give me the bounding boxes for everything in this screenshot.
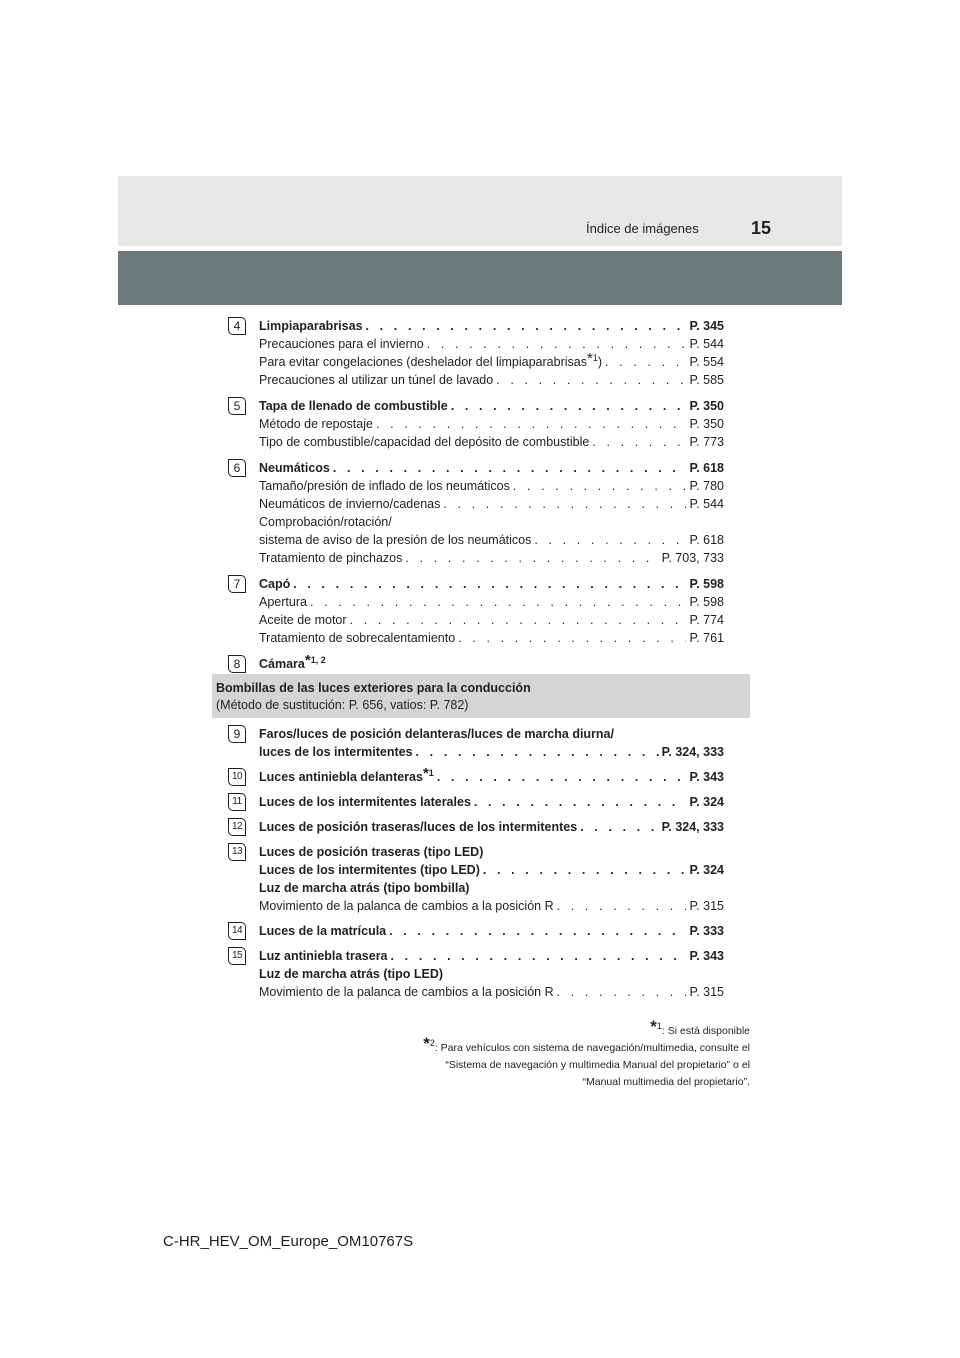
index-entry	[259, 495, 724, 513]
entry-label: Neumáticos de invierno/cadenas	[259, 497, 441, 511]
callout-number-badge: 4	[228, 317, 246, 335]
page-reference[interactable]: P. 324, 333	[661, 820, 724, 834]
entry-label: Tratamiento de sobrecalentamiento	[259, 631, 456, 645]
index-entry	[259, 459, 724, 477]
page-reference[interactable]: P. 774	[689, 613, 724, 627]
entry-label: Precauciones para el invierno	[259, 337, 424, 351]
entry-label: luces de los intermitentes	[259, 745, 413, 759]
page-reference[interactable]: P. 544	[689, 497, 724, 511]
index-entry	[259, 611, 724, 629]
index-entry	[259, 335, 724, 353]
dot-leader	[443, 495, 686, 513]
dot-leader	[483, 861, 687, 879]
entry-label: Neumáticos	[259, 461, 330, 475]
page-title: Índice de imágenes	[586, 221, 699, 236]
entry-label: Cámara$^{*1, 2}$	[259, 652, 326, 671]
page-reference[interactable]: P. 598	[689, 577, 724, 591]
page-reference[interactable]: P. 544	[689, 337, 724, 351]
callout-number-badge: 6	[228, 459, 246, 477]
dot-leader	[534, 531, 686, 549]
page-reference[interactable]: P. 315	[689, 899, 724, 913]
index-entry	[259, 317, 724, 335]
page-reference[interactable]: P. 315	[689, 985, 724, 999]
entry-label: Movimiento de la palanca de cambios a la posición R	[259, 985, 554, 999]
dot-leader	[557, 897, 687, 915]
page-reference[interactable]: P. 345	[689, 319, 724, 333]
index-entry	[259, 843, 724, 861]
index-entry	[259, 743, 724, 761]
entry-label: Luces antiniebla delanteras$^{*1}$	[259, 765, 434, 784]
callout-number-badge: 5	[228, 397, 246, 415]
footnotes	[250, 1017, 750, 1091]
page-reference[interactable]: P. 343	[689, 770, 724, 784]
page-reference[interactable]: P. 585	[689, 373, 724, 387]
index-entry	[259, 897, 724, 915]
index-group-15	[228, 947, 724, 1001]
dot-leader	[605, 353, 686, 371]
page-reference[interactable]: P. 773	[689, 435, 724, 449]
entry-label: Luz antiniebla trasera	[259, 949, 388, 963]
callout-number-badge: 14	[228, 922, 246, 940]
index-entry	[259, 575, 724, 593]
index-list-2	[228, 725, 724, 1008]
dot-leader	[557, 983, 687, 1001]
entry-label: Capó	[259, 577, 291, 591]
page-reference[interactable]: P. 780	[689, 479, 724, 493]
header-dark-band	[118, 251, 842, 305]
index-group-13	[228, 843, 724, 915]
callout-number-badge: 13	[228, 843, 246, 861]
index-entry	[259, 983, 724, 1001]
section-subtitle: (Método de sustitución: P. 656, vatios: P. 782)	[216, 698, 469, 712]
footnote-2: *2: Para vehículos con sistema de navegación/multimedia, consulte el	[423, 1034, 750, 1054]
index-entry	[259, 549, 724, 567]
page-reference[interactable]: P. 350	[689, 399, 724, 413]
dot-leader	[427, 335, 687, 353]
callout-number-badge: 9	[228, 725, 246, 743]
index-entry	[259, 593, 724, 611]
index-entry	[259, 793, 724, 811]
dot-leader	[350, 611, 687, 629]
entry-label: Luces de los intermitentes laterales	[259, 795, 471, 809]
entry-label: Limpiaparabrisas	[259, 319, 363, 333]
index-group-4	[228, 317, 724, 389]
entry-label: Luces de posición traseras (tipo LED)	[259, 845, 484, 859]
page-reference[interactable]: P. 350	[689, 417, 724, 431]
entry-label: Luces de la matrícula	[259, 924, 387, 938]
dot-leader	[391, 947, 687, 965]
callout-number-badge: 8	[228, 655, 246, 673]
index-entry	[259, 433, 724, 451]
callout-number-badge: 15	[228, 947, 246, 965]
index-entry	[259, 861, 724, 879]
dot-leader	[293, 575, 686, 593]
index-group-7	[228, 575, 724, 647]
index-group-11	[228, 793, 724, 811]
index-entry	[259, 629, 724, 647]
page-reference[interactable]: P. 618	[689, 533, 724, 547]
dot-leader	[405, 549, 658, 567]
dot-leader	[389, 922, 686, 940]
document-code: C-HR_HEV_OM_Europe_OM10767S	[163, 1233, 414, 1250]
header-bar	[118, 176, 842, 246]
index-entry	[259, 818, 724, 836]
footnote-marker-number: 1, 2	[310, 655, 326, 665]
index-group-12	[228, 818, 724, 836]
index-entry	[259, 371, 724, 389]
index-list-1	[228, 317, 724, 681]
callout-number-badge: 12	[228, 818, 246, 836]
dot-leader	[458, 629, 686, 647]
dot-leader	[580, 818, 658, 836]
page-reference[interactable]: P. 333	[689, 924, 724, 938]
entry-label: Aceite de motor	[259, 613, 347, 627]
index-entry	[259, 652, 724, 673]
footnote-marker: *	[304, 652, 311, 669]
index-entry	[259, 879, 724, 897]
entry-label: Método de repostaje	[259, 417, 373, 431]
entry-label: Luces de posición traseras/luces de los intermitentes	[259, 820, 578, 834]
dot-leader	[310, 593, 687, 611]
index-group-9	[228, 725, 724, 761]
entry-label: Tratamiento de pinchazos	[259, 551, 403, 565]
index-entry	[259, 477, 724, 495]
index-entry	[259, 531, 724, 549]
index-group-5	[228, 397, 724, 451]
index-entry	[259, 350, 724, 371]
page-reference[interactable]: P. 703, 733	[661, 551, 724, 565]
index-group-8	[228, 652, 724, 673]
footnote-marker: *	[422, 765, 429, 782]
index-entry	[259, 725, 724, 743]
entry-label: Para evitar congelaciones (deshelador del limpiaparabrisas$^{*1}$)	[259, 350, 602, 369]
callout-number-badge: 11	[228, 793, 246, 811]
entry-label: Tapa de llenado de combustible	[259, 399, 448, 413]
index-entry	[259, 765, 724, 786]
entry-label: Tamaño/presión de inflado de los neumáticos	[259, 479, 510, 493]
page-number: 15	[751, 218, 772, 238]
dot-leader	[496, 371, 686, 389]
index-entry	[259, 415, 724, 433]
entry-label: Tipo de combustible/capacidad del depósito de combustible	[259, 435, 590, 449]
footnote-2-line2: “Sistema de navegación y multimedia Manual del propietario” o el	[445, 1059, 750, 1071]
index-entry	[259, 922, 724, 940]
entry-label: Luces de los intermitentes (tipo LED)	[259, 863, 480, 877]
entry-label: Faros/luces de posición delanteras/luces de marcha diurna/	[259, 727, 614, 741]
page-reference[interactable]: P. 324	[689, 795, 724, 809]
page-reference[interactable]: P. 324	[689, 863, 724, 877]
footnote-marker-number: 1	[428, 768, 434, 778]
page-reference[interactable]: P. 324, 333	[661, 745, 724, 759]
footnote-marker-number: 1	[592, 353, 598, 363]
dot-leader	[416, 743, 659, 761]
entry-label: Movimiento de la palanca de cambios a la posición R	[259, 899, 554, 913]
index-group-14	[228, 922, 724, 940]
dot-leader	[451, 397, 687, 415]
index-entry	[259, 965, 724, 983]
dot-leader	[592, 433, 686, 451]
page-reference[interactable]: P. 761	[689, 631, 724, 645]
page-reference[interactable]: P. 618	[689, 461, 724, 475]
entry-label: Luz de marcha atrás (tipo LED)	[259, 967, 444, 981]
footnote-2-line3: “Manual multimedia del propietario”.	[582, 1076, 750, 1088]
dot-leader	[366, 317, 687, 335]
page-reference[interactable]: P. 343	[689, 949, 724, 963]
index-entry	[259, 513, 724, 531]
section-title: Bombillas de las luces exteriores para la conducción	[216, 681, 531, 695]
callout-number-badge: 10	[228, 768, 246, 786]
index-group-10	[228, 765, 724, 786]
index-entry	[259, 947, 724, 965]
entry-label: Comprobación/rotación/	[259, 515, 392, 529]
dot-leader	[437, 768, 687, 786]
page-reference[interactable]: P. 598	[689, 595, 724, 609]
dot-leader	[474, 793, 687, 811]
footnote-marker: *	[586, 350, 593, 367]
callout-number-badge: 7	[228, 575, 246, 593]
index-entry	[259, 397, 724, 415]
footnote-1: *1: Si está disponible	[650, 1017, 750, 1037]
index-group-6	[228, 459, 724, 567]
entry-label: sistema de aviso de la presión de los neumáticos	[259, 533, 532, 547]
entry-label: Precauciones al utilizar un túnel de lavado	[259, 373, 494, 387]
dot-leader	[333, 459, 687, 477]
dot-leader	[376, 415, 687, 433]
entry-label: Apertura	[259, 595, 307, 609]
dot-leader	[513, 477, 687, 495]
entry-label: Luz de marcha atrás (tipo bombilla)	[259, 881, 470, 895]
page-reference[interactable]: P. 554	[689, 355, 724, 369]
